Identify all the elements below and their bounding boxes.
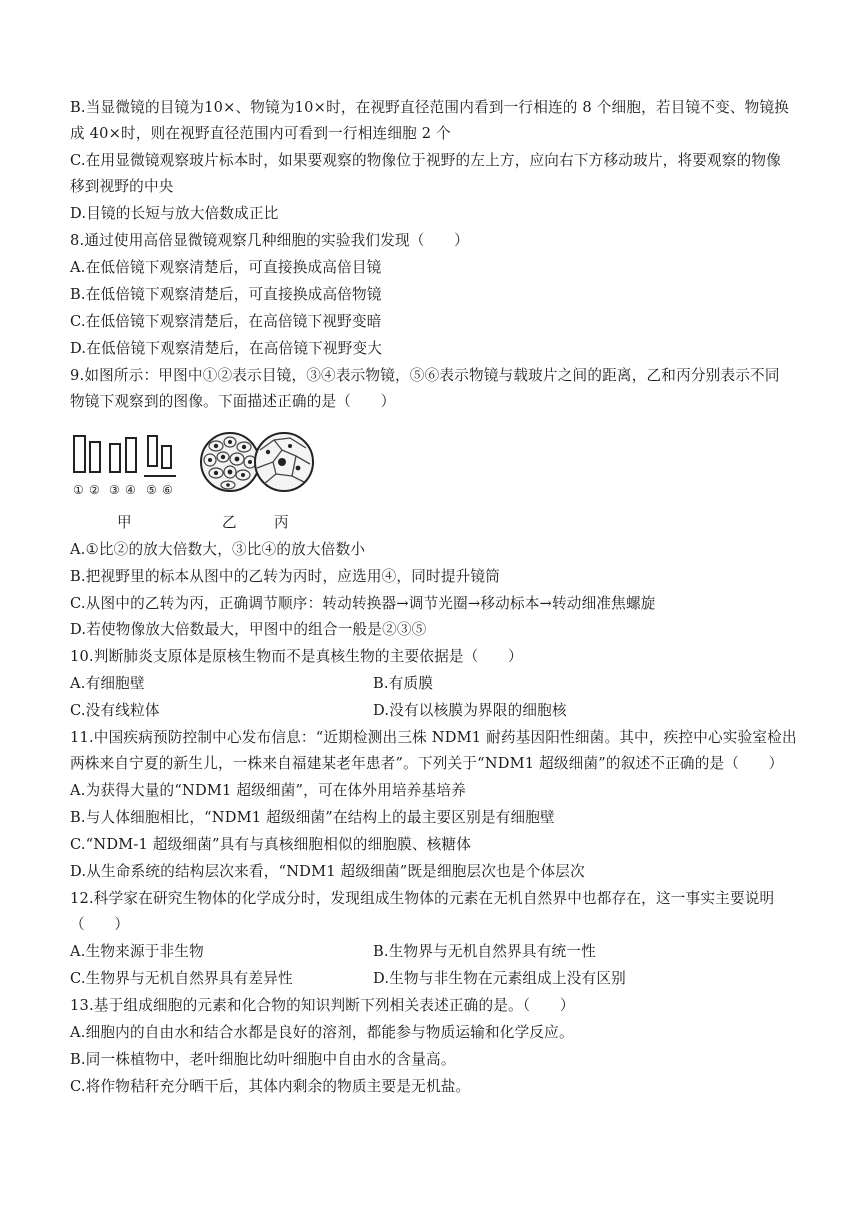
q9-stem-line1: 9.如图所示：甲图中①②表示目镜，③④表示物镜，⑤⑥表示物镜与载玻片之间的距离，乙和丙分别表示不同 xyxy=(70,367,780,384)
marker-4: ④ xyxy=(125,483,136,497)
view-yi xyxy=(201,433,259,491)
q12-option-d: D.生物与非生物在元素组成上没有区别 xyxy=(373,970,626,987)
figure-label-jia: 甲 xyxy=(117,514,132,531)
q9-option-b: B.把视野里的标本从图中的乙转为丙时，应选用④，同时提升镜筒 xyxy=(70,568,500,585)
q10-option-d: D.没有以核膜为界限的细胞核 xyxy=(373,702,567,719)
view-bing xyxy=(255,433,313,491)
eyepiece-1 xyxy=(74,436,85,472)
marker-1: ① xyxy=(73,483,84,497)
q11-stem-line1: 11.中国疾病预防控制中心发布信息：“近期检测出三株 NDM1 耐药基因阳性细菌。其中，疾控中心实验室检出 xyxy=(70,729,797,746)
q9-option-a: A.①比②的放大倍数大，③比④的放大倍数小 xyxy=(70,541,366,558)
q13-option-c: C.将作物秸秆充分晒干后，其体内剩余的物质主要是无机盐。 xyxy=(70,1078,471,1095)
q11-option-b: B.与人体细胞相比，“NDM1 超级细菌”在结构上的最主要区别是有细胞壁 xyxy=(70,809,555,826)
q9-option-c: C.从图中的乙转为丙，正确调节顺序：转动转换器→调节光圈→移动标本→转动细准焦螺旋 xyxy=(70,595,656,612)
q9-option-d: D.若使物像放大倍数最大，甲图中的组合一般是②③⑤ xyxy=(70,621,427,638)
q12-stem-line1: 12.科学家在研究生物体的化学成分时，发现组成生物体的元素在无机自然界中也都存在，这一事实主要说明 xyxy=(70,890,775,907)
q11-option-d: D.从生命系统的结构层次来看，“NDM1 超级细菌”既是细胞层次也是个体层次 xyxy=(70,863,585,880)
objective-4 xyxy=(126,438,136,472)
q9-stem-line2: 物镜下观察到的图像。下面描述正确的是（ ） xyxy=(70,393,396,410)
q10-option-a: A.有细胞壁 xyxy=(70,675,145,692)
q7-option-c-line2: 移到视野的中央 xyxy=(70,178,174,195)
q11-option-c: C.“NDM-1 超级细菌”具有与真核细胞相似的细胞膜、核糖体 xyxy=(70,836,472,853)
q7-option-b-line1: B.当显微镜的目镜为10×、物镜为10×时，在视野直径范围内看到一行相连的 8 个细胞，若目镜不变、物镜换 xyxy=(70,99,790,116)
q12-stem-line2: （ ） xyxy=(70,916,130,933)
q8-stem: 8.通过使用高倍显微镜观察几种细胞的实验我们发现（ ） xyxy=(70,232,469,249)
eyepiece-2 xyxy=(90,442,100,472)
q13-stem: 13.基于组成细胞的元素和化合物的知识判断下列相关表述正确的是。（ ） xyxy=(70,997,575,1014)
marker-2: ② xyxy=(89,483,100,497)
marker-5: ⑤ xyxy=(146,483,157,497)
q10-option-b: B.有质膜 xyxy=(373,675,434,692)
microscope-figure xyxy=(70,422,320,504)
q13-option-b: B.同一株植物中，老叶细胞比幼叶细胞中自由水的含量高。 xyxy=(70,1051,456,1068)
q12-option-a: A.生物来源于非生物 xyxy=(70,943,204,960)
objective-3 xyxy=(110,444,120,472)
q7-option-d: D.目镜的长短与放大倍数成正比 xyxy=(70,205,279,222)
figure-label-yi: 乙 xyxy=(222,514,237,531)
q11-option-a: A.为获得大量的“NDM1 超级细菌”，可在体外用培养基培养 xyxy=(70,782,466,799)
q10-stem: 10.判断肺炎支原体是原核生物而不是真核生物的主要依据是（ ） xyxy=(70,648,523,665)
q13-option-a: A.细胞内的自由水和结合水都是良好的溶剂，都能参与物质运输和化学反应。 xyxy=(70,1024,574,1041)
figure-label-bing: 丙 xyxy=(274,514,289,531)
q7-option-b-line2: 成 40×时，则在视野直径范围内可看到一行相连细胞 2 个 xyxy=(70,125,451,142)
marker-6: ⑥ xyxy=(162,483,173,497)
q8-option-a: A.在低倍镜下观察清楚后，可直接换成高倍目镜 xyxy=(70,259,382,276)
q10-option-c: C.没有线粒体 xyxy=(70,702,160,719)
q8-option-b: B.在低倍镜下观察清楚后，可直接换成高倍物镜 xyxy=(70,286,382,303)
q7-option-c-line1: C.在用显微镜观察玻片标本时，如果要观察的物像位于视野的左上方，应向右下方移动玻片，将要观察的物像 xyxy=(70,152,781,169)
q12-option-c: C.生物界与无机自然界具有差异性 xyxy=(70,970,293,987)
microscope-figure-svg xyxy=(70,422,320,504)
q11-stem-line2: 两株来自宁夏的新生儿，一株来自福建某老年患者”。下列关于“NDM1 超级细菌”的叙述不正确的是（ ） xyxy=(70,755,784,772)
objective-5 xyxy=(148,436,157,466)
q8-option-c: C.在低倍镜下观察清楚后，在高倍镜下视野变暗 xyxy=(70,313,382,330)
q8-option-d: D.在低倍镜下观察清楚后，在高倍镜下视野变大 xyxy=(70,340,383,357)
objective-6 xyxy=(162,446,171,468)
q12-option-b: B.生物界与无机自然界具有统一性 xyxy=(373,943,596,960)
marker-3: ③ xyxy=(109,483,120,497)
